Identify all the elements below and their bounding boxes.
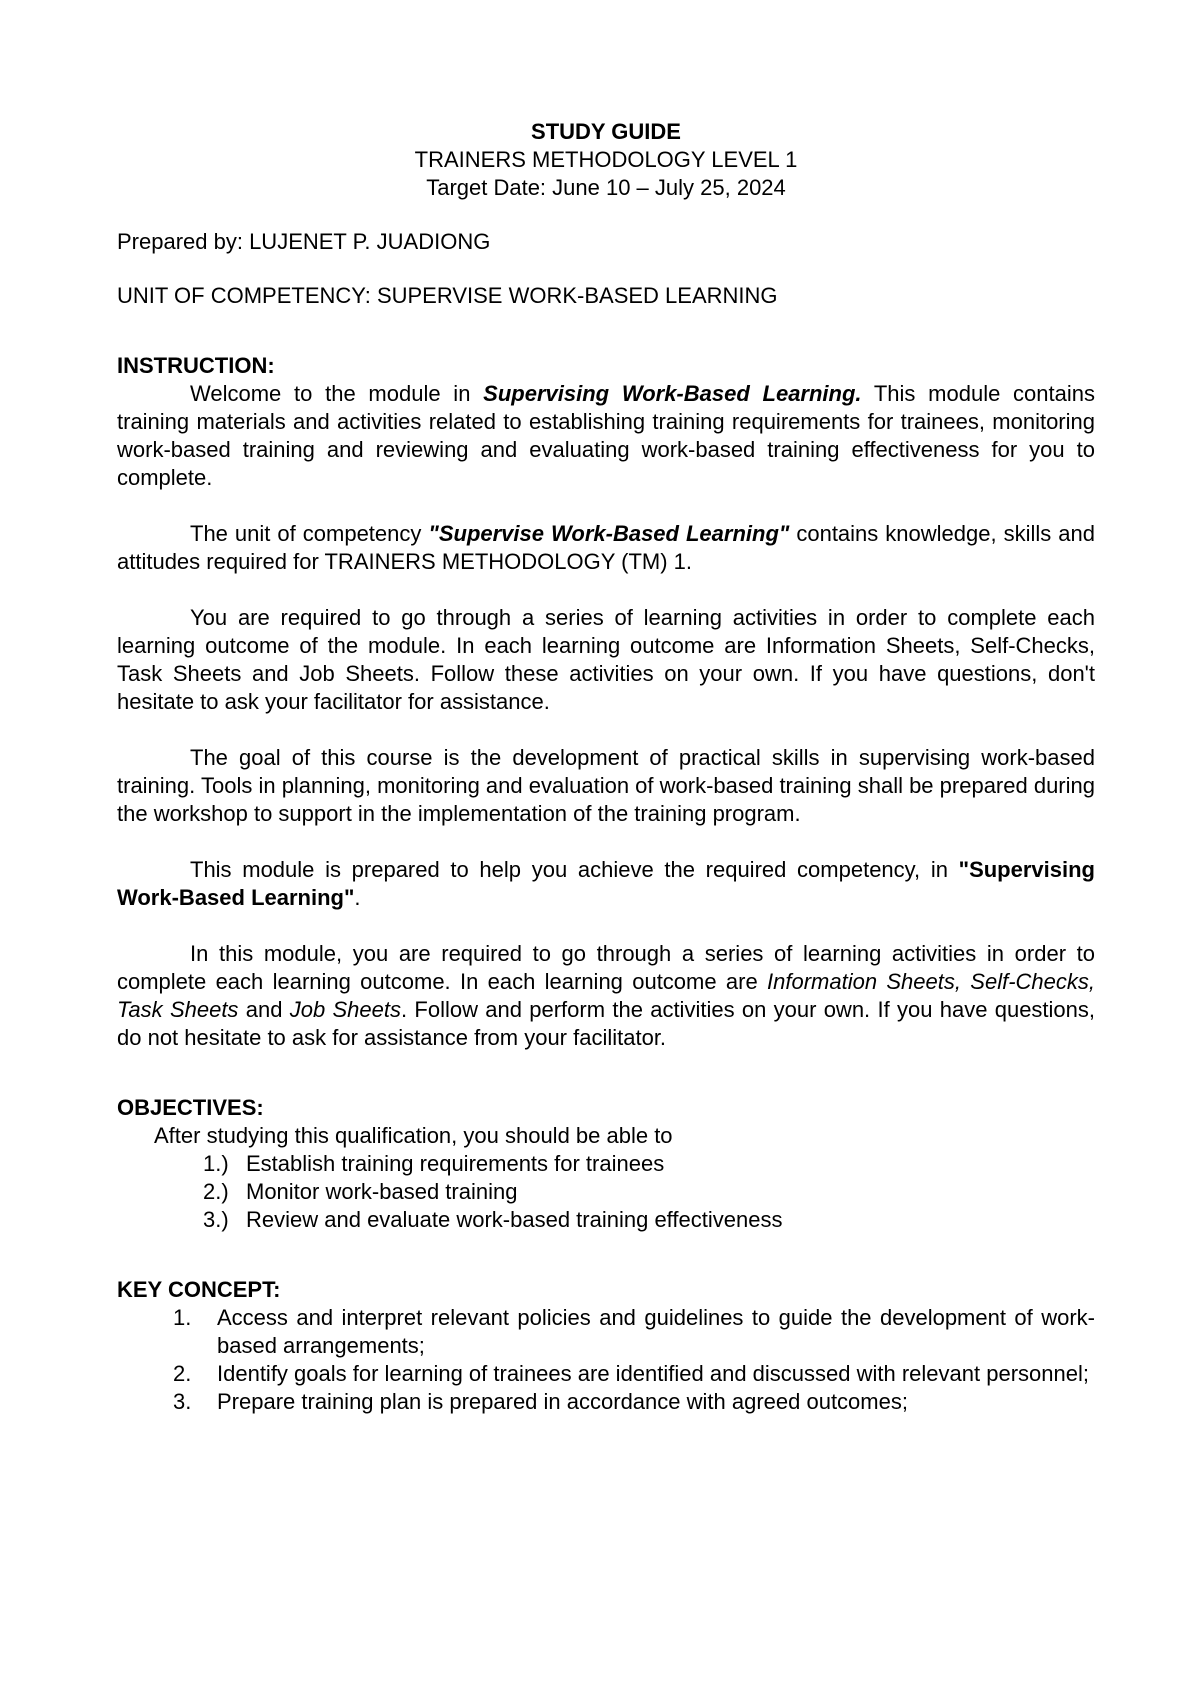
list-item xyxy=(117,1178,1095,1206)
p6-text-c: and xyxy=(238,997,290,1022)
p6-sheet-types: Information Sheets, Self-Checks, Task Sheets xyxy=(117,969,1095,1022)
target-date: Target Date: June 10 – July 25, 2024 xyxy=(426,175,786,200)
objectives-intro: After studying this qualification, you should be able to xyxy=(154,1123,673,1148)
instruction-paragraph-5 xyxy=(117,856,1095,912)
doc-title: STUDY GUIDE xyxy=(531,119,681,144)
unit-of-competency: UNIT OF COMPETENCY: SUPERVISE WORK-BASED LEARNING xyxy=(117,283,778,308)
p2-unit-name: "Supervise Work-Based Learning" xyxy=(428,521,790,546)
list-item xyxy=(117,1388,1095,1416)
doc-subtitle: TRAINERS METHODOLOGY LEVEL 1 xyxy=(414,147,798,172)
list-number: 3.) xyxy=(203,1207,229,1232)
p6-job-sheets: Job Sheets xyxy=(289,997,401,1022)
list-item xyxy=(117,1304,1095,1360)
instruction-paragraph-3: You are required to go through a series of learning activities in order to complete each learning outcome of the module. In each learning outcome are Information Sheets, Self-Checks, Task Sheets and Job Sheets. Follow these activities on your own. If you have questions, don't hesitate to ask your facilitator for assistance. xyxy=(117,605,1095,714)
list-text: Monitor work-based training xyxy=(246,1179,518,1204)
p2-text-a: The unit of competency xyxy=(190,521,429,546)
objectives-heading: OBJECTIVES: xyxy=(117,1095,264,1120)
p1-module-name: Supervising Work-Based Learning. xyxy=(483,381,862,406)
instruction-paragraph-2 xyxy=(117,520,1095,576)
p5-module-name: "Supervising Work-Based Learning" xyxy=(117,857,1095,910)
p2-text-c: contains knowledge, skills and attitudes required for TRAINERS METHODOLOGY (TM) 1. xyxy=(117,521,1095,574)
list-text: Review and evaluate work-based training effectiveness xyxy=(246,1207,783,1232)
objectives-list xyxy=(117,1150,1095,1234)
instruction-paragraph-6 xyxy=(117,940,1095,1052)
p1-text-a: Welcome to the module in xyxy=(190,381,484,406)
list-item xyxy=(117,1360,1095,1388)
instruction-paragraph-4: The goal of this course is the development of practical skills in supervising work-based training. Tools in planning, monitoring and evaluation of work-based training shall be prepared during the workshop to support in the implementation of the training program. xyxy=(117,745,1095,826)
document-content xyxy=(117,118,1095,1416)
instruction-heading: INSTRUCTION: xyxy=(117,353,275,378)
p6-text-a: In this module, you are required to go through a series of learning activities in order to complete each learning outcome. In each learning outcome are xyxy=(117,941,1095,994)
list-number: 3. xyxy=(173,1389,192,1414)
key-concept-list xyxy=(117,1304,1095,1416)
list-number: 1. xyxy=(173,1305,192,1330)
list-text: Establish training requirements for trainees xyxy=(246,1151,665,1176)
list-item xyxy=(117,1206,1095,1234)
list-number: 2. xyxy=(173,1361,192,1386)
list-text: Access and interpret relevant policies and guidelines to guide the development of work-based arrangements; xyxy=(217,1305,1095,1358)
p1-text-c: This module contains training materials and activities related to establishing training requirements for trainees, monitoring work-based training and reviewing and evaluating work-based training effectiveness for you to complete. xyxy=(117,381,1095,490)
instruction-paragraph-1 xyxy=(117,380,1095,492)
key-concept-heading: KEY CONCEPT: xyxy=(117,1277,281,1302)
prepared-by: Prepared by: LUJENET P. JUADIONG xyxy=(117,229,491,254)
list-text: Prepare training plan is prepared in accordance with agreed outcomes; xyxy=(217,1389,908,1414)
list-item xyxy=(117,1150,1095,1178)
list-number: 2.) xyxy=(203,1179,229,1204)
list-number: 1.) xyxy=(203,1151,229,1176)
p6-text-e: . Follow and perform the activities on your own. If you have questions, do not hesitate to ask for assistance from your facilitator. xyxy=(117,997,1096,1050)
p5-text-a: This module is prepared to help you achieve the required competency, in xyxy=(190,857,959,882)
p5-text-c: . xyxy=(354,885,361,910)
list-text: Identify goals for learning of trainees are identified and discussed with relevant personnel; xyxy=(217,1361,1089,1386)
